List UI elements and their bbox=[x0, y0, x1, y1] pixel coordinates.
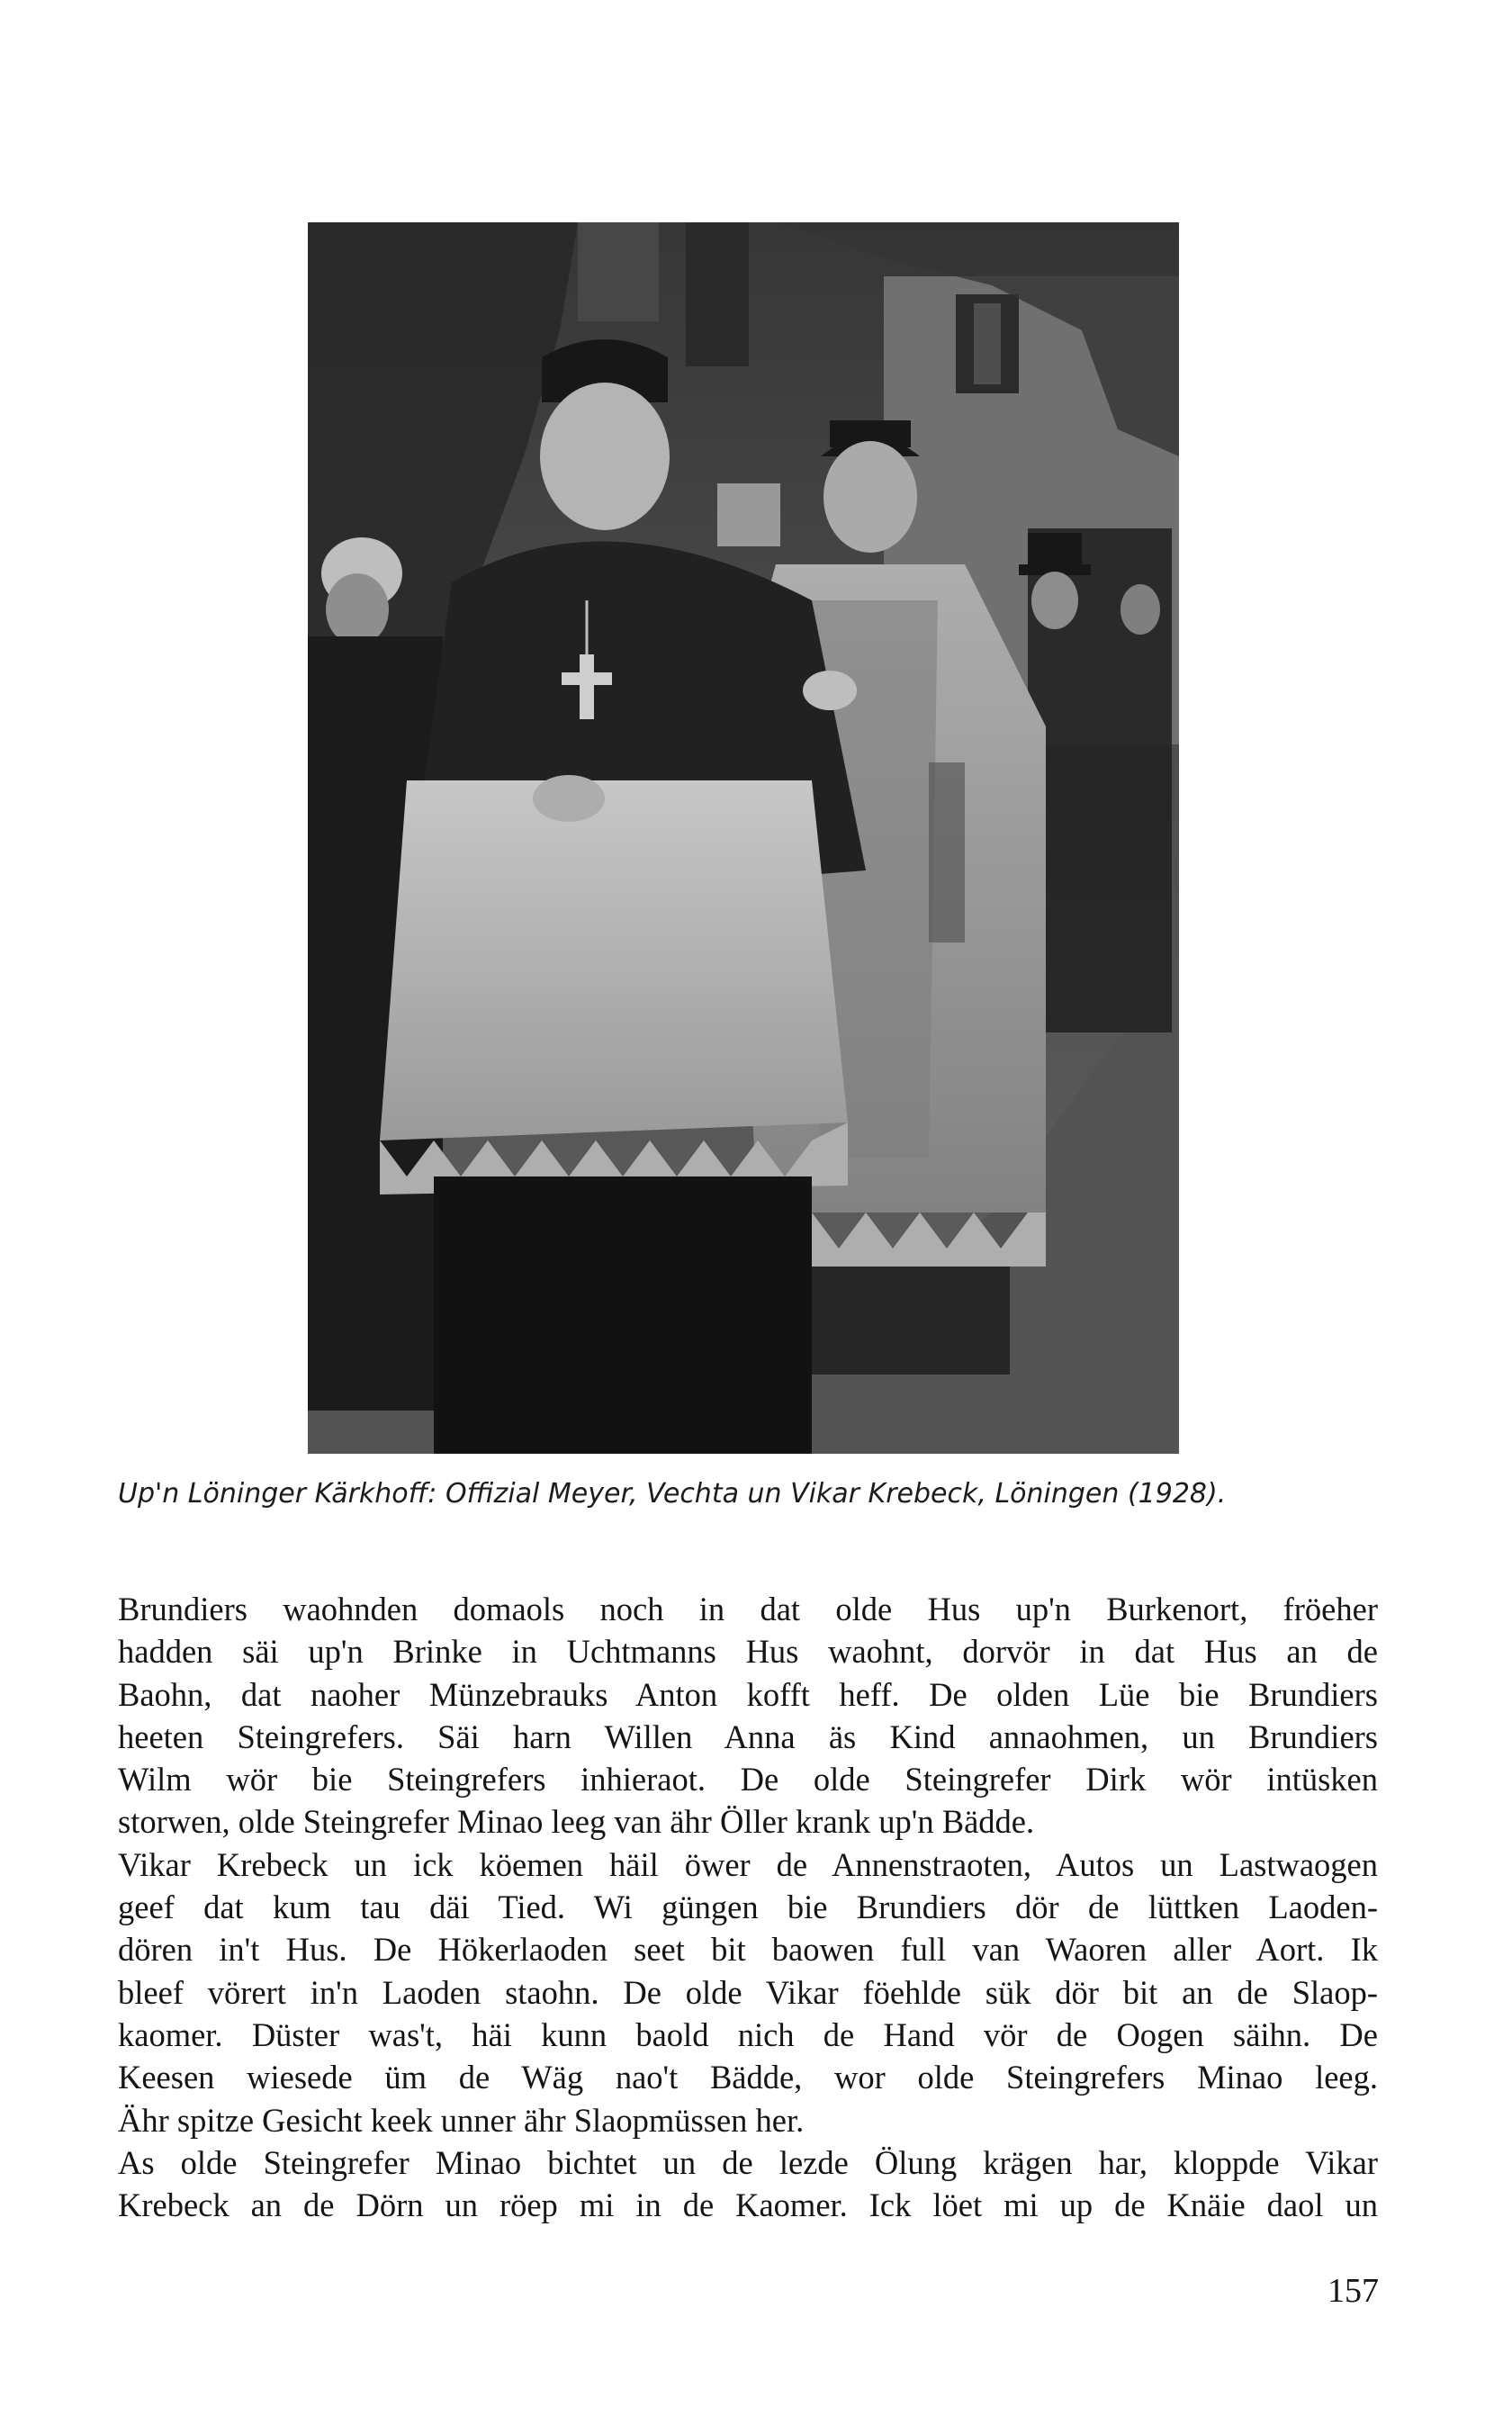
body-line: Wilm wör bie Steingrefers inhieraot. De olde Steingrefer Dirk wör intüsken bbox=[118, 1761, 1378, 1798]
body-line: geef dat kum tau däi Tied. Wi güngen bie Brundiers dör de lüttken Laoden- bbox=[118, 1889, 1378, 1926]
photograph-icon bbox=[308, 222, 1179, 1454]
body-line: Ähr spitze Gesicht keek unner ähr Slaopmüssen her. bbox=[118, 2101, 805, 2139]
body-line: Baohn, dat naoher Münzebrauks Anton kofft heff. De olden Lüe bie Brundiers bbox=[118, 1675, 1378, 1713]
body-line: storwen, olde Steingrefer Minao leeg van ähr Öller krank up'n Bädde. bbox=[118, 1803, 1035, 1841]
body-line: Keesen wiesede üm de Wäg nao't Bädde, wor olde Steingrefers Minao leeg. bbox=[118, 2059, 1378, 2096]
body-line: As olde Steingrefer Minao bichtet un de lezde Ölung krägen har, kloppde Vikar bbox=[118, 2143, 1378, 2181]
page-number: 157 bbox=[1328, 2272, 1379, 2310]
body-line: heeten Steingrefers. Säi harn Willen Anna äs Kind annaohmen, un Brundiers bbox=[118, 1717, 1378, 1755]
body-line: dören in't Hus. De Hökerlaoden seet bit baowen full van Waoren aller Aort. Ik bbox=[118, 1931, 1378, 1969]
body-text bbox=[118, 1588, 1378, 2226]
body-line: hadden säi up'n Brinke in Uchtmanns Hus waohnt, dorvör in dat Hus an de bbox=[118, 1633, 1378, 1671]
body-line: Brundiers waohnden domaols noch in dat olde Hus up'n Burkenort, fröeher bbox=[118, 1591, 1378, 1627]
historical-photograph bbox=[308, 222, 1179, 1454]
body-line: Vikar Krebeck un ick köemen häil öwer de Annenstraoten, Autos un Lastwaogen bbox=[118, 1845, 1378, 1883]
body-line: bleef vörert in'n Laoden staohn. De olde Vikar föehlde sük dör bit an de Slaop- bbox=[118, 1973, 1378, 2011]
body-line: kaomer. Düster was't, häi kunn baold nich de Hand vör de Oogen säihn. De bbox=[118, 2015, 1378, 2053]
photo-caption: Up'n Löninger Kärkhoff: Offizial Meyer, Vechta un Vikar Krebeck, Löningen (1928). bbox=[118, 1478, 1227, 1510]
body-line: Krebeck an de Dörn un röep mi in de Kaomer. Ick löet mi up de Knäie daol un bbox=[118, 2186, 1378, 2224]
